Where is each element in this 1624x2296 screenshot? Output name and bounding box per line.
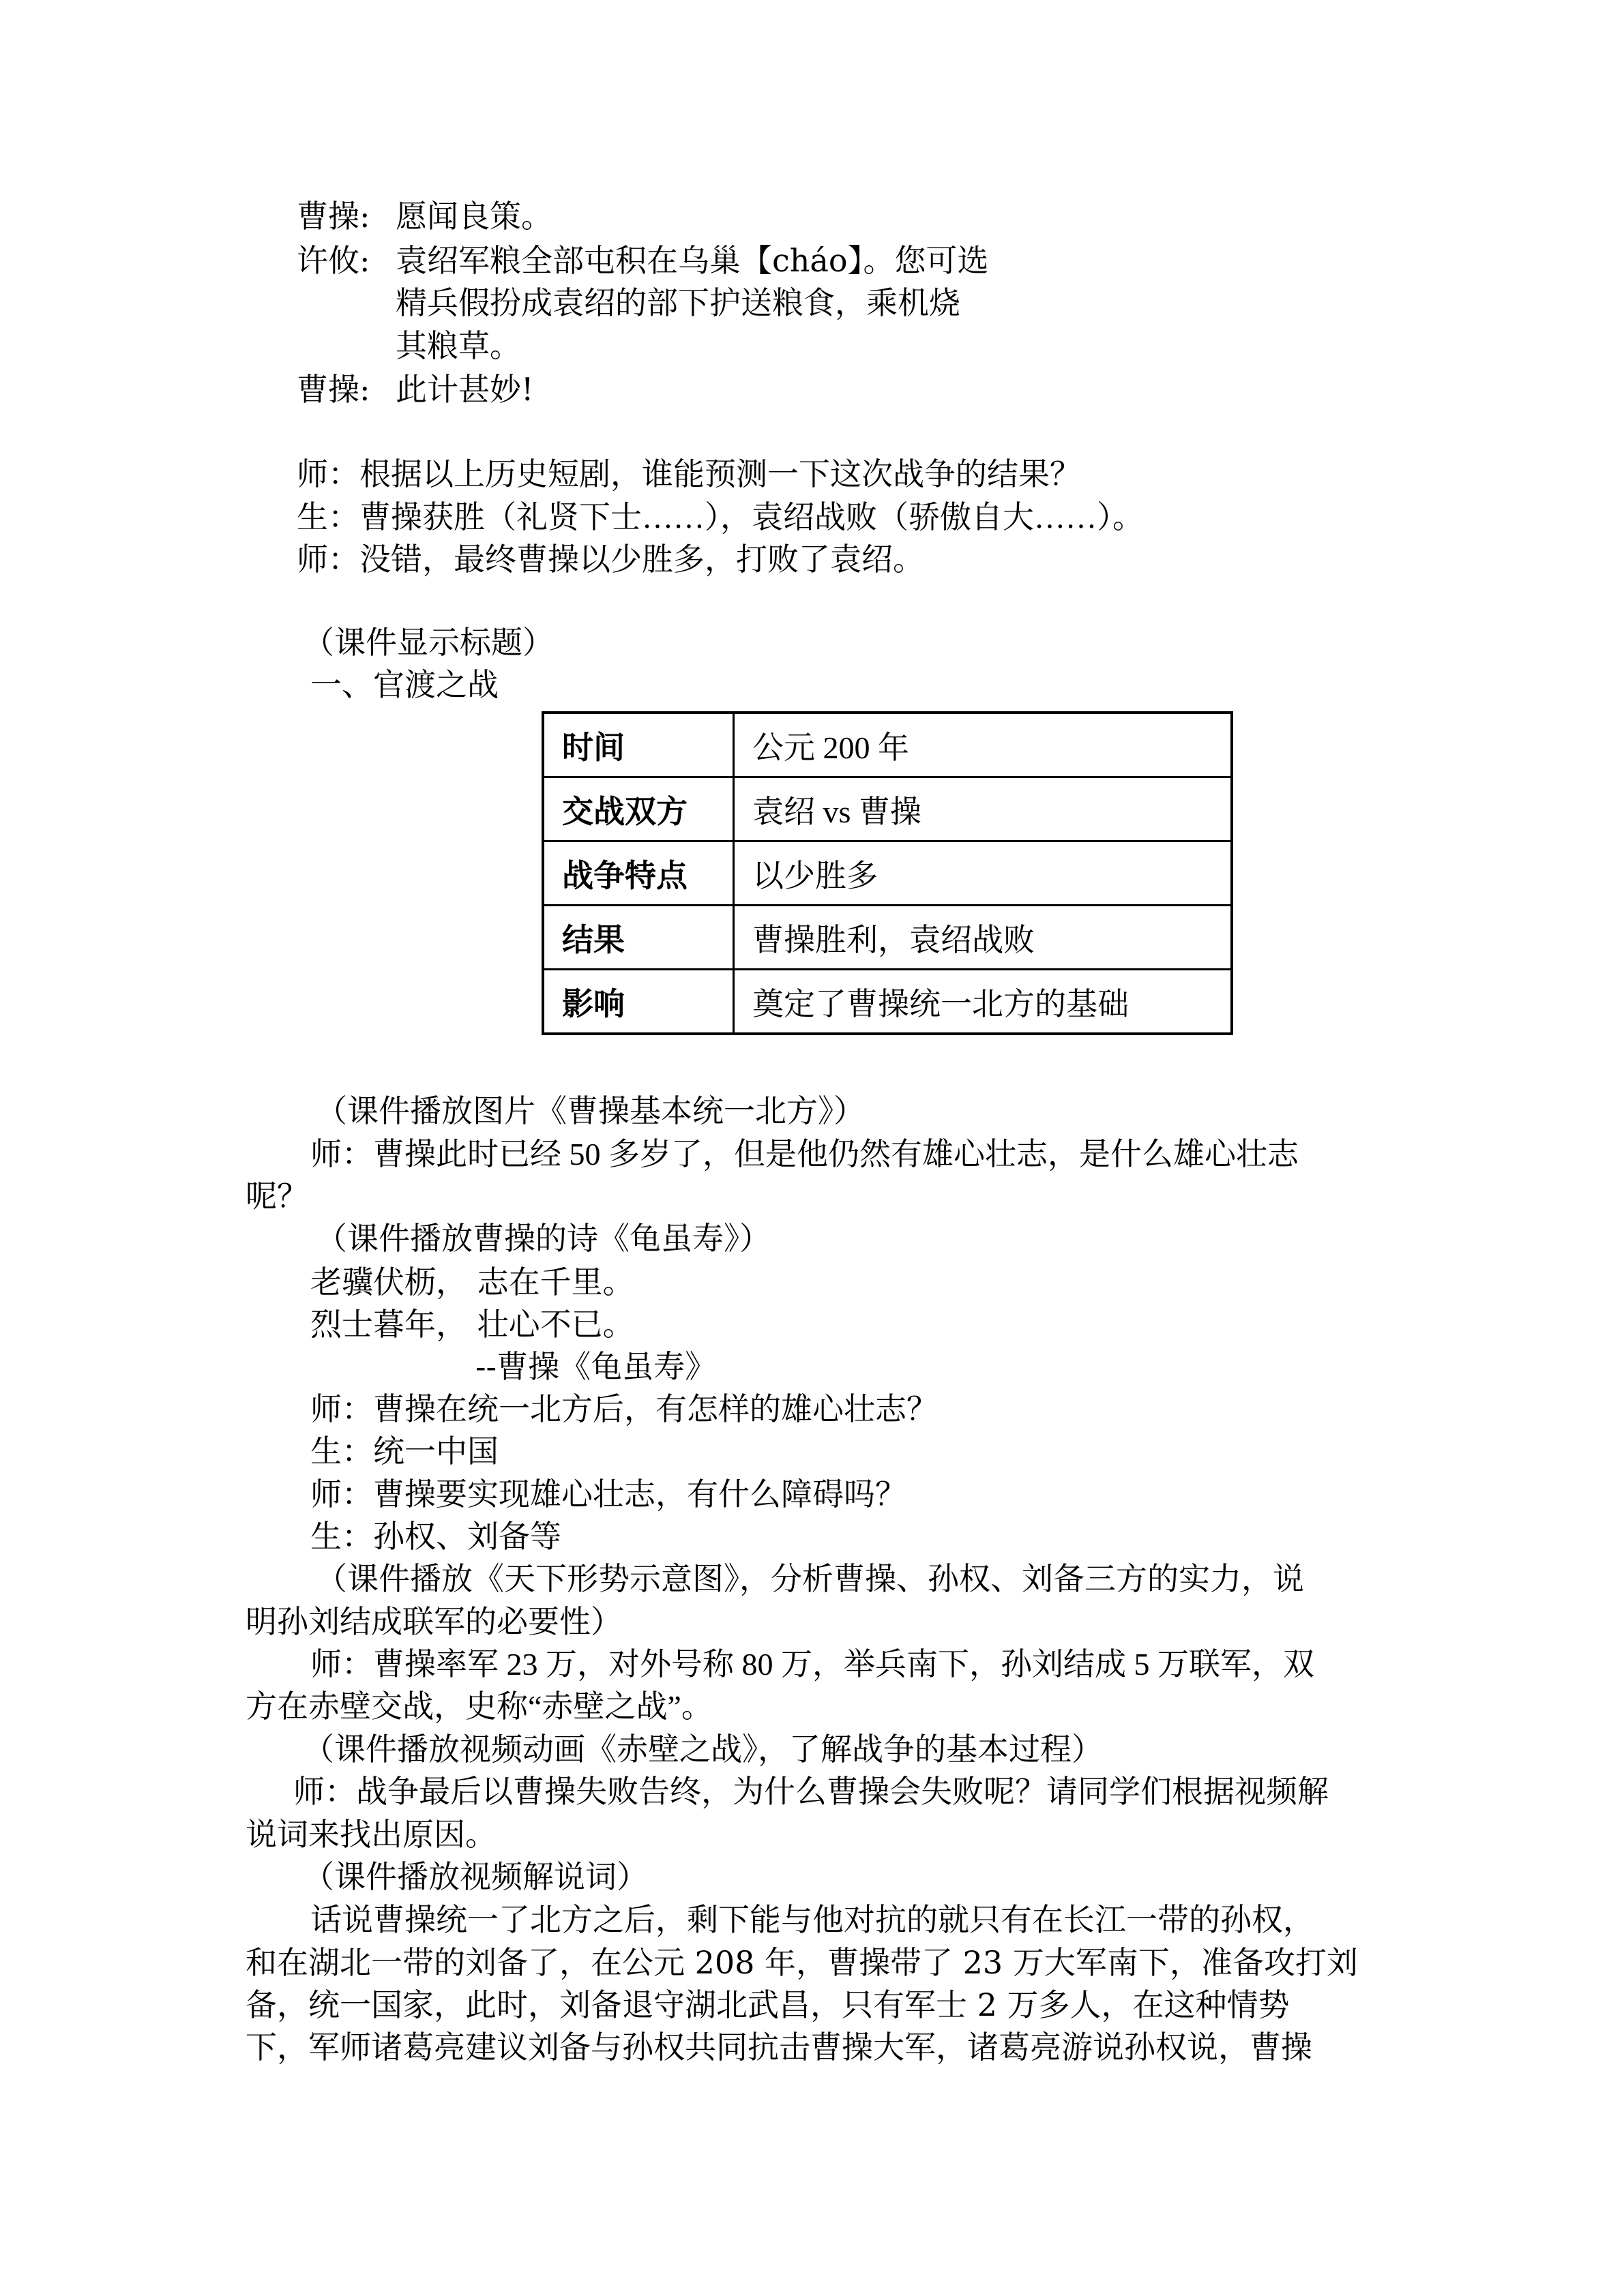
student-line: 生：孙权、刘备等: [310, 1519, 561, 1554]
row-key: 影响: [543, 970, 734, 1034]
teacher-line-cont: 呢？: [246, 1179, 308, 1214]
poem-line: 老骥伏枥， 志在千里。: [310, 1264, 634, 1300]
teacher-line: 师：没错，最终曹操以少胜多，打败了袁绍。: [297, 542, 924, 577]
speech-text: 精兵假扮成袁绍的部下护送粮食，乘机烧: [396, 284, 960, 321]
row-value: 曹操胜利，袁绍战败: [734, 906, 1232, 970]
table-row: [543, 713, 1232, 777]
teacher-line: 师：曹操要实现雄心壮志，有什么障碍吗？: [310, 1477, 906, 1512]
poem-source: --曹操《龟虽寿》: [475, 1348, 717, 1385]
section-title: 一、官渡之战: [310, 668, 499, 702]
row-key: 结果: [543, 906, 734, 970]
narration-line: 和在湖北一带的刘备了，在公元 208 年，曹操带了 23 万大军南下，准备攻打刘: [246, 1944, 1358, 1981]
student-line: 生：统一中国: [310, 1434, 499, 1469]
table-row: [543, 906, 1232, 970]
student-line: 生：曹操获胜（礼贤下士……），袁绍战败（骄傲自大……）。: [297, 500, 1144, 535]
courseware-note: （课件播放视频动画《赤壁之战》，了解战争的基本过程）: [303, 1732, 1103, 1767]
narration-line: 话说曹操统一了北方之后，剩下能与他对抗的就只有在长江一带的孙权，: [310, 1901, 1314, 1938]
courseware-note: （课件播放曹操的诗《龟虽寿》）: [316, 1221, 771, 1256]
speaker-name: 曹操:: [297, 198, 370, 235]
speech-text: 此计甚妙!: [396, 371, 534, 408]
row-value: 袁绍 vs 曹操: [734, 777, 1232, 841]
teacher-line-cont: 方在赤壁交战，史称“赤壁之战”。: [246, 1689, 713, 1724]
speech-text: 袁绍军粮全部屯积在乌巢【cháo】。您可选: [396, 242, 989, 279]
courseware-note: （课件显示标题）: [303, 625, 554, 660]
speaker-name: 曹操:: [297, 371, 370, 408]
teacher-line: 师：战争最后以曹操失败告终，为什么曹操会失败呢？请同学们根据视频解: [293, 1774, 1329, 1809]
row-key: 交战双方: [543, 777, 734, 841]
courseware-note-cont: 明孙刘结成联军的必要性）: [246, 1605, 622, 1639]
courseware-note: （课件播放图片《曹操基本统一北方》）: [316, 1094, 865, 1129]
narration-line: 下，军师诸葛亮建议刘备与孙权共同抗击曹操大军，诸葛亮游说孙权说，曹操: [246, 2029, 1312, 2066]
speaker-name: 许攸:: [297, 242, 370, 279]
poem-line: 烈士暮年， 壮心不已。: [310, 1306, 634, 1343]
row-value: 以少胜多: [734, 841, 1232, 906]
row-key: 战争特点: [543, 841, 734, 906]
teacher-line: 师：根据以上历史短剧，谁能预测一下这次战争的结果？: [297, 457, 1081, 492]
row-value: 奠定了曹操统一北方的基础: [734, 970, 1232, 1034]
table-row: [543, 970, 1232, 1034]
speech-text: 其粮草。: [396, 327, 521, 364]
speech-text: 愿闻良策。: [396, 198, 552, 235]
battle-info-table: [542, 711, 1233, 1035]
courseware-note: （课件播放视频解说词）: [303, 1860, 648, 1894]
table-row: [543, 841, 1232, 906]
courseware-note: （课件播放《天下形势示意图》，分析曹操、孙权、刘备三方的实力，说: [316, 1562, 1304, 1596]
narration-line: 备，统一国家，此时，刘备退守湖北武昌，只有军士 2 万多人，在这种情势: [246, 1986, 1290, 2023]
teacher-line: 师：曹操此时已经 50 多岁了，但是他仍然有雄心壮志，是什么雄心壮志: [310, 1137, 1299, 1172]
row-value: 公元 200 年: [734, 713, 1232, 777]
teacher-line-cont: 说词来找出原因。: [246, 1817, 497, 1852]
teacher-line: 师：曹操率军 23 万，对外号称 80 万，举兵南下，孙刘结成 5 万联军，双: [310, 1647, 1314, 1682]
teacher-line: 师：曹操在统一北方后，有怎样的雄心壮志？: [310, 1392, 938, 1427]
table-row: [543, 777, 1232, 841]
row-key: 时间: [543, 713, 734, 777]
